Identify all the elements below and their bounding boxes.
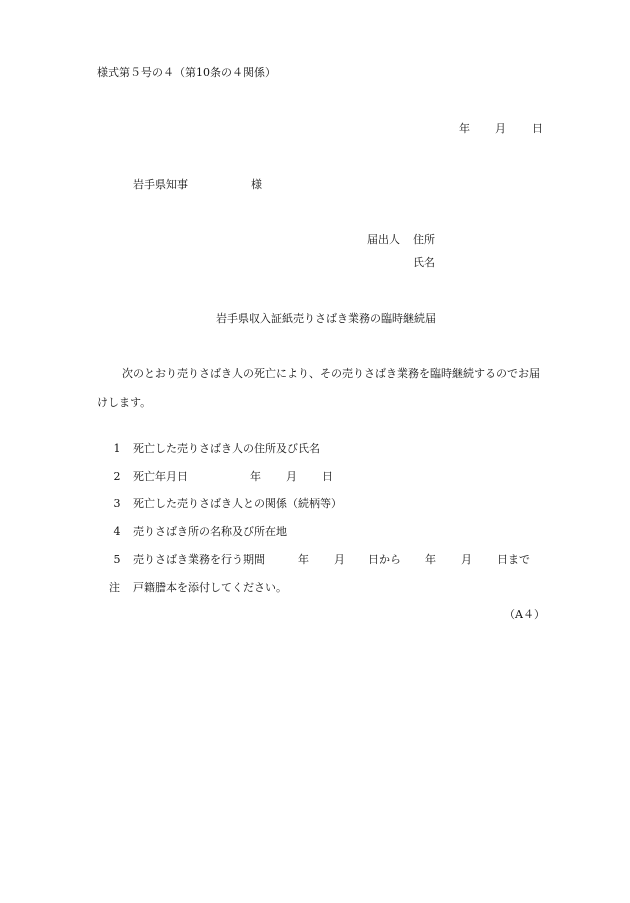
addressee-name: 岩手県知事	[133, 178, 188, 191]
date-month-label: 月	[495, 122, 506, 135]
death-month-label: 月	[286, 470, 297, 483]
applicant-name-label: 氏名	[413, 256, 435, 269]
period-to-year-label: 年	[425, 553, 436, 566]
item-business-period: 売りさばき業務を行う期間	[133, 553, 265, 566]
period-to-day-label: 日まで	[497, 553, 530, 566]
period-from-month-label: 月	[334, 553, 345, 566]
item-deceased-address-name: 死亡した売りさばき人の住所及び氏名	[133, 442, 320, 455]
item-number: 2	[113, 470, 121, 483]
note-text: 戸籍謄本を添付してください。	[133, 581, 287, 594]
applicant-label: 届出人	[367, 233, 400, 246]
death-year-label: 年	[250, 470, 261, 483]
note-label: 注	[109, 581, 120, 594]
document-title: 岩手県収入証紙売りさばき業務の臨時継続届	[216, 312, 436, 325]
period-from-year-label: 年	[298, 553, 309, 566]
date-year-label: 年	[459, 122, 470, 135]
item-sales-office: 売りさばき所の名称及び所在地	[133, 525, 287, 538]
item-number: 4	[113, 525, 121, 538]
item-number: 3	[113, 497, 121, 510]
paper-size-label: （A４）	[504, 608, 545, 621]
date-day-label: 日	[532, 122, 543, 135]
addressee-honorific: 様	[251, 178, 262, 191]
body-text-line-2: けします。	[97, 396, 152, 409]
item-number: 1	[113, 442, 121, 455]
item-number: 5	[113, 553, 121, 566]
body-text-line-1: 次のとおり売りさばき人の死亡により、その売りさばき業務を臨時継続するのでお届	[122, 367, 540, 380]
period-from-day-label: 日から	[368, 553, 401, 566]
item-date-of-death: 死亡年月日	[133, 470, 188, 483]
applicant-address-label: 住所	[413, 233, 435, 246]
form-code: 様式第５号の４（第10条の４関係）	[97, 66, 276, 79]
item-relationship: 死亡した売りさばき人との関係（続柄等）	[133, 497, 342, 510]
death-day-label: 日	[322, 470, 333, 483]
period-to-month-label: 月	[461, 553, 472, 566]
